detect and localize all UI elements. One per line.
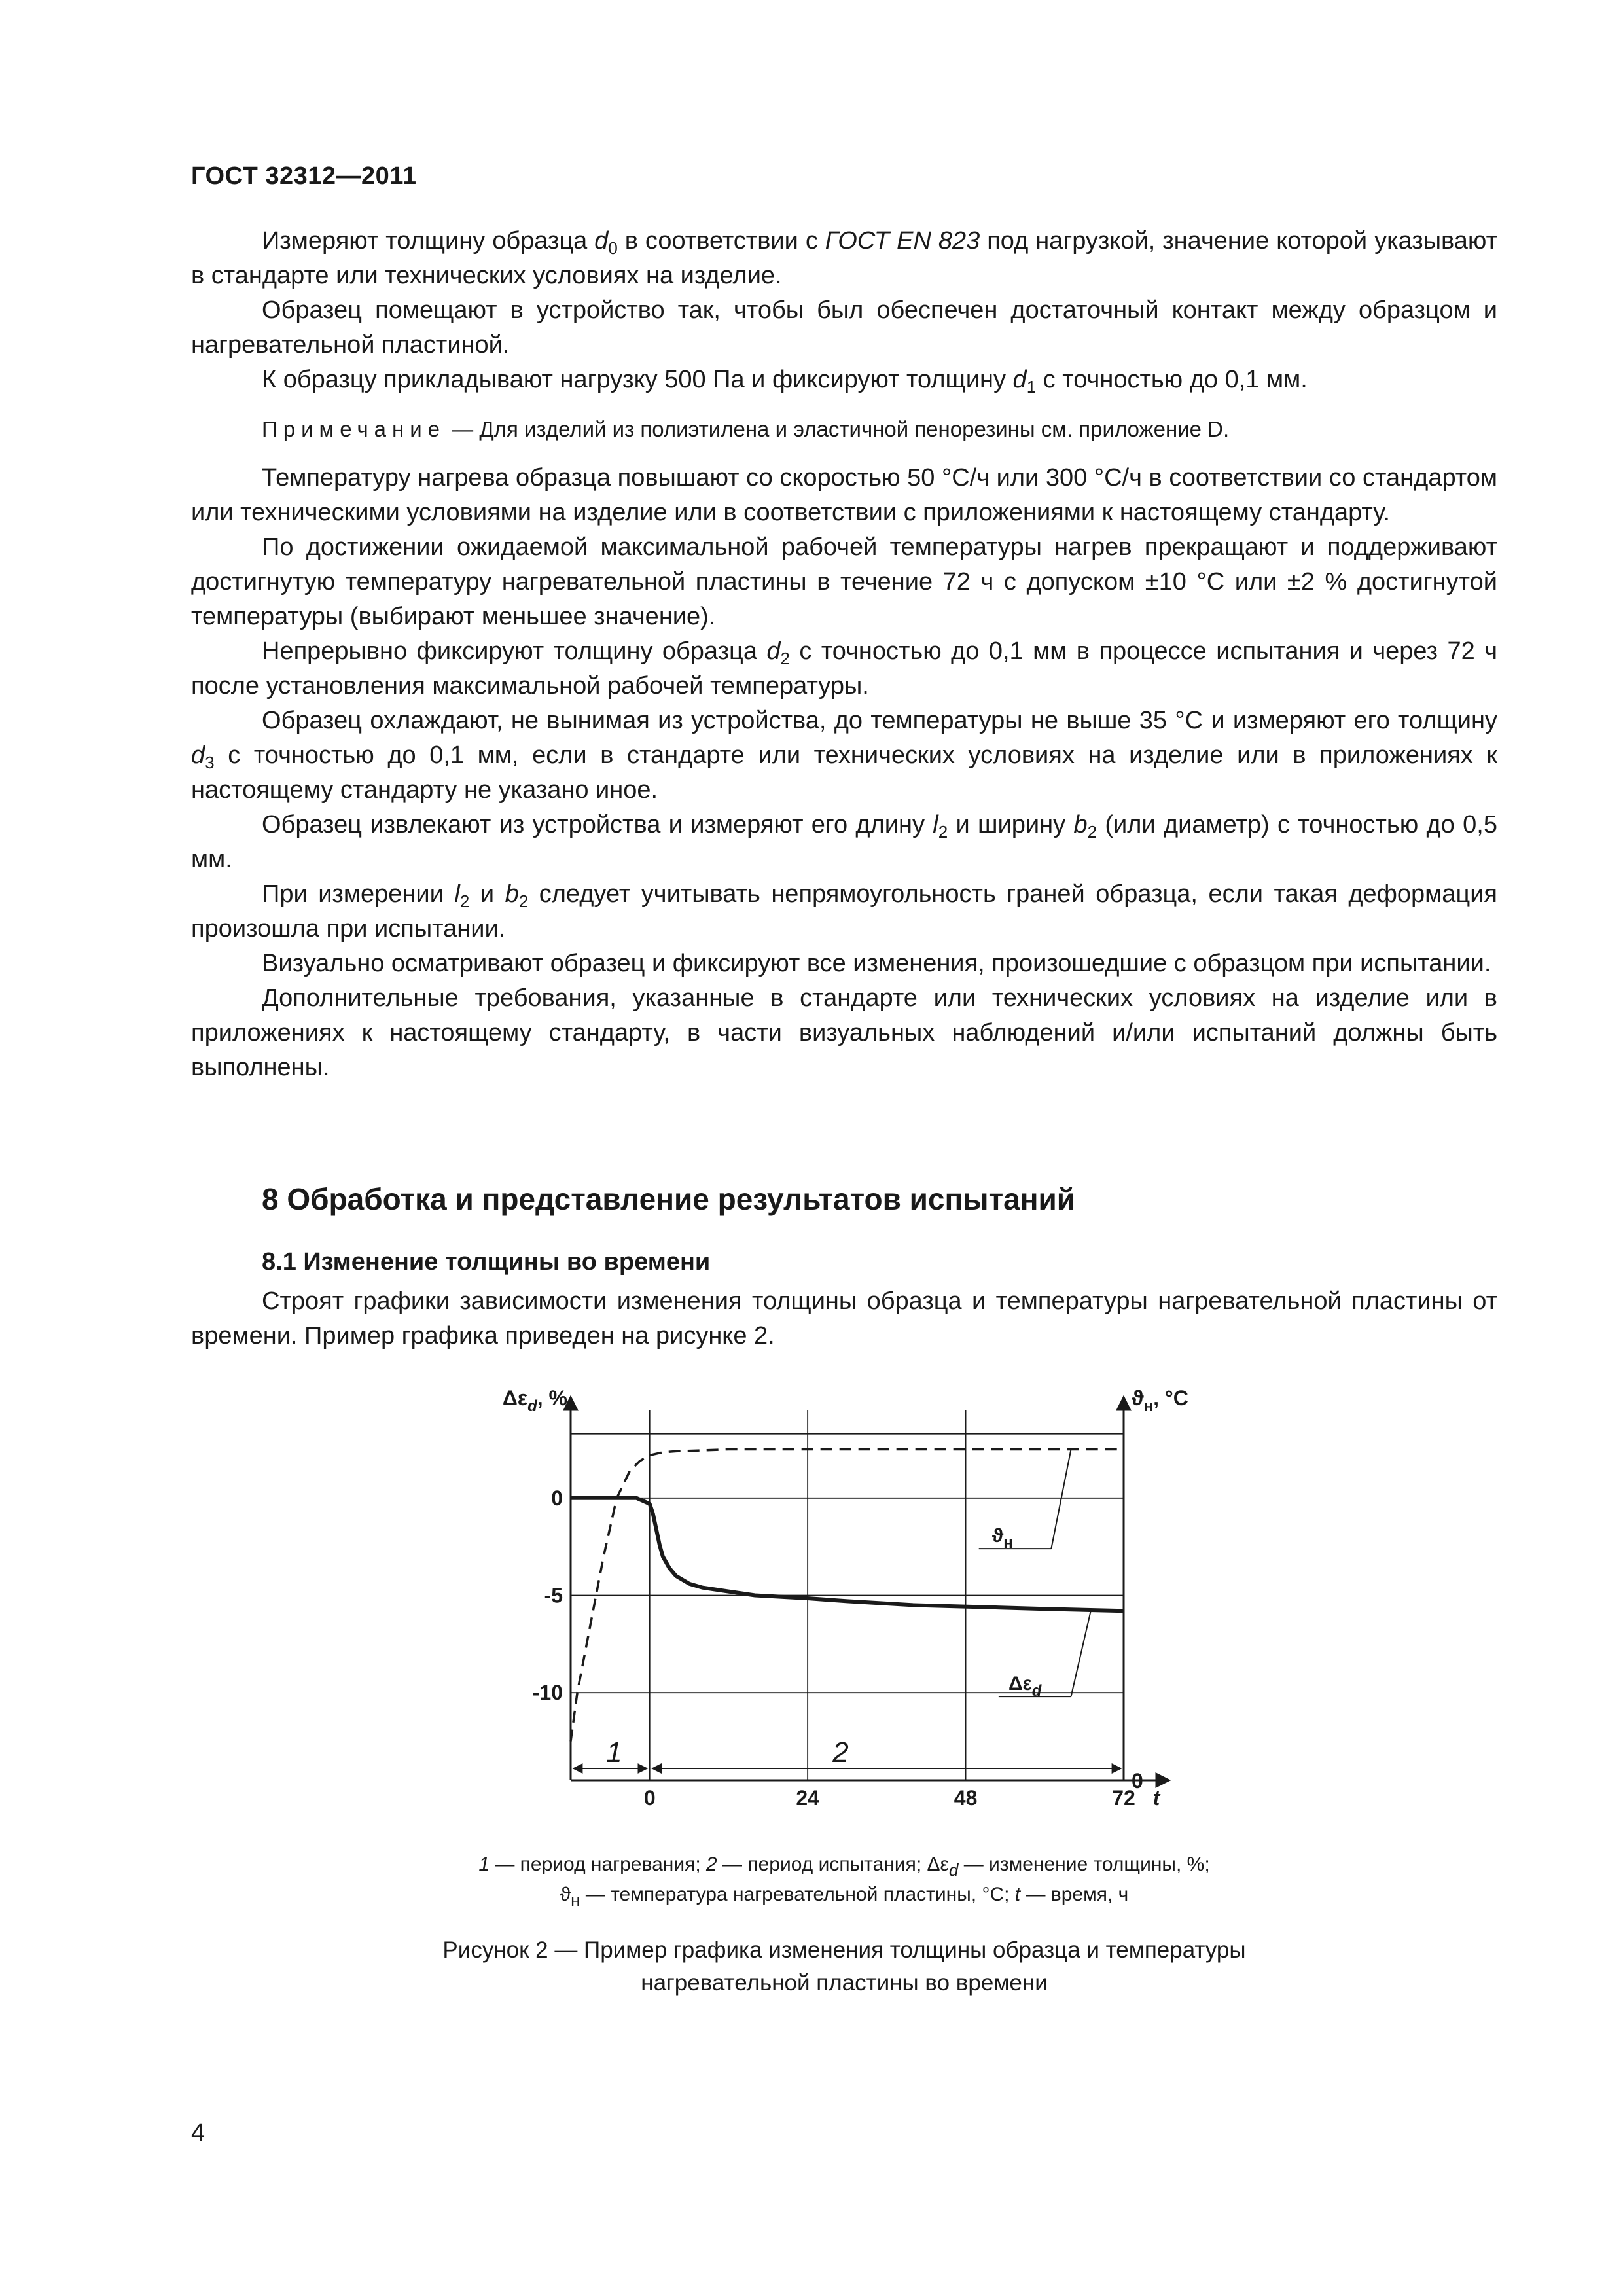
subsection-heading: 8.1 Изменение толщины во времени (262, 1248, 711, 1276)
note-label: Примечание (262, 417, 446, 441)
standard-reference: ГОСТ EN 823 (825, 227, 980, 255)
chart-axes (571, 1397, 1169, 1780)
x-tick-label: 48 (954, 1786, 978, 1810)
x-axis-title: t (1152, 1786, 1160, 1810)
right-zero-label: 0 (1132, 1769, 1143, 1793)
paragraph: Температуру нагрева образца повышают со скоростью 50 °С/ч или 300 °С/ч в соответствии со стандартом или техническими условиями на изделие или в соответствии с приложениями к настоящему стандарту. (191, 464, 1497, 526)
page-number: 4 (191, 2119, 205, 2147)
legend-line: $ϑ_н$ — температура нагревательной пластины, °С; t — время, ч (560, 1884, 1129, 1910)
thickness-change-line (571, 1498, 1124, 1611)
paragraph: Дополнительные требования, указанные в стандарте или технических условиях на изделие или в приложениях к настоящему стандарту, в части визуальных наблюдений и/или испытаний должны быть выполнены. (191, 984, 1497, 1081)
figure-caption: Рисунок 2 — Пример графика изменения толщины образца и температуры нагревательной пластины во времени (442, 1937, 1246, 1996)
paragraph: Образец охлаждают, не вынимая из устройства, до температуры не выше 35 °С и измеряют его толщину $d_3$ с точностью до 0,1 мм, если в стандарте или технических условиях на изделие или в приложениях к настоящему стандарту не указано иное. (191, 707, 1497, 804)
figure-legend (191, 1850, 1497, 1910)
paragraph: Образец извлекают из устройства и измеряют его длину $l_2$ и ширину $b_2$ (или диаметр) с точностью до 0,5 мм. (191, 811, 1497, 873)
note: Примечание — Для изделий из полиэтилена и эластичной пенорезины см. приложение D. (262, 417, 1230, 441)
body-text (191, 224, 1497, 1085)
section-heading: 8 Обработка и представление результатов испытаний (262, 1182, 1076, 1216)
thickness-series-label: $\Delta\varepsilon_d$ (1008, 1673, 1042, 1700)
document-header: ГОСТ 32312—2011 (191, 162, 417, 190)
thickness-callout-leader (1071, 1611, 1091, 1696)
temperature-callout-leader (1051, 1449, 1071, 1549)
legend-line: 1 — период нагревания; 2 — период испытания; $\Delta\varepsilon_d$ — изменение толщины, %; (478, 1854, 1210, 1880)
x-tick-label: 24 (796, 1786, 819, 1810)
paragraph: Визуально осматривают образец и фиксируют все изменения, произошедшие с образцом при испытании. (262, 950, 1491, 977)
subsection-text (191, 1284, 1497, 1354)
x-tick-label: 72 (1112, 1786, 1135, 1810)
paragraph: Образец помещают в устройство так, чтобы был обеспечен достаточный контакт между образцом и нагревательной пластиной. (191, 296, 1497, 359)
y-tick-label: -5 (544, 1583, 563, 1607)
region-label-test: 2 (832, 1736, 849, 1768)
paragraph: При измерении $l_2$ и $b_2$ следует учитывать непрямоугольность граней образца, если такая деформация произошла при испытании. (191, 880, 1498, 942)
thickness-temperature-chart (458, 1388, 1211, 1846)
paragraph: Строят графики зависимости изменения толщины образца и температуры нагревательной пластины от времени. Пример графика приведен на рисунке 2. (191, 1287, 1497, 1350)
chart-gridlines (571, 1410, 1124, 1780)
chart-labels (503, 1388, 1188, 1810)
left-axis-title: $\Delta\varepsilon_d$, % (502, 1388, 567, 1415)
paragraph: По достижении ожидаемой максимальной рабочей температуры нагрев прекращают и поддерживают достигнутую температуру нагревательной пластины в течение 72 ч с допуском ±10 °С или ±2 % достигнутой температуры (выбирают меньшее значение). (191, 533, 1497, 630)
region-label-heating: 1 (606, 1736, 622, 1768)
y-tick-label: -10 (532, 1681, 563, 1705)
right-axis-title: $ϑ_н$, °С (1132, 1388, 1188, 1415)
paragraph: Измеряют толщину образца $d_0$ в соответствии с ГОСТ EN 823 под нагрузкой, значение которой указывают в стандарте или технических условиях на изделие. (191, 227, 1497, 289)
paragraph: К образцу прикладывают нагрузку 500 Па и фиксируют толщину $d_1$ с точностью до 0,1 мм. (262, 366, 1308, 397)
paragraph: Непрерывно фиксируют толщину образца $d_2$ с точностью до 0,1 мм в процессе испытания и через 72 ч после установления максимальной рабочей температуры. (191, 637, 1497, 700)
x-tick-label: 0 (643, 1786, 656, 1810)
temperature-series-label: $ϑ_н$ (991, 1525, 1013, 1552)
y-tick-label: 0 (551, 1486, 563, 1510)
